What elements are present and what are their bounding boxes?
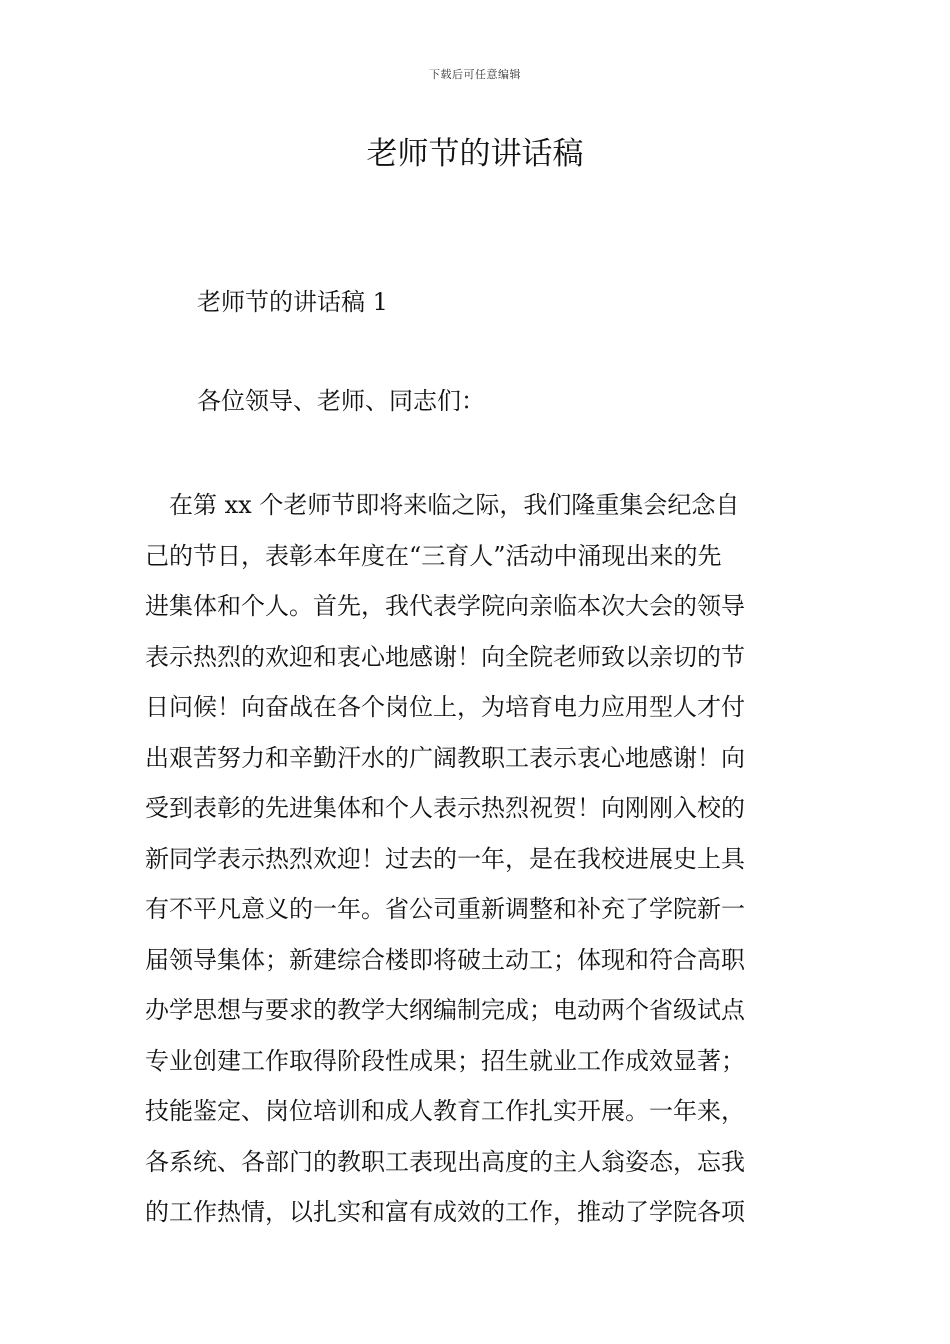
- body-line: 日问候！向奋战在各个岗位上，为培育电力应用型人才付: [145, 693, 745, 721]
- body-line: 进集体和个人。首先，我代表学院向亲临本次大会的领导: [145, 592, 745, 620]
- header-note: 下载后可任意编辑: [429, 68, 521, 81]
- body-line: 己的节日，表彰本年度在“三育人”活动中涌现出来的先: [145, 541, 722, 570]
- body-line: 有不平凡意义的一年。省公司重新调整和补充了学院新一: [145, 895, 745, 923]
- body-line: 各系统、各部门的教职工表现出高度的主人翁姿态，忘我: [145, 1147, 745, 1176]
- body-line: 专业创建工作取得阶段性成果；招生就业工作成效显著；: [145, 1046, 745, 1075]
- body-line: 表示热烈的欢迎和衷心地感谢！向全院老师致以亲切的节: [145, 642, 745, 671]
- body-line: 在第 xx 个老师节即将来临之际，我们隆重集会纪念自: [145, 491, 740, 519]
- section-subtitle: 老师节的讲话稿 1: [197, 288, 388, 316]
- body-line: 出艰苦努力和辛勤汗水的广阔教职工表示衷心地感谢！向: [145, 743, 745, 772]
- body-line: 受到表彰的先进集体和个人表示热烈祝贺！向刚刚入校的: [145, 794, 745, 822]
- body-paragraph: [145, 480, 807, 1238]
- body-line: 的工作热情，以扎实和富有成效的工作，推动了学院各项: [145, 1198, 745, 1226]
- body-line: 届领导集体；新建综合楼即将破土动工；体现和符合高职: [145, 945, 745, 974]
- salutation: 各位领导、老师、同志们：: [197, 387, 485, 415]
- body-line: 新同学表示热烈欢迎！过去的一年，是在我校进展史上具: [145, 844, 745, 873]
- body-line: 技能鉴定、岗位培训和成人教育工作扎实开展。一年来，: [145, 1097, 745, 1125]
- document-title: 老师节的讲话稿: [366, 136, 584, 172]
- body-line: 办学思想与要求的教学大纲编制完成；电动两个省级试点: [145, 996, 745, 1024]
